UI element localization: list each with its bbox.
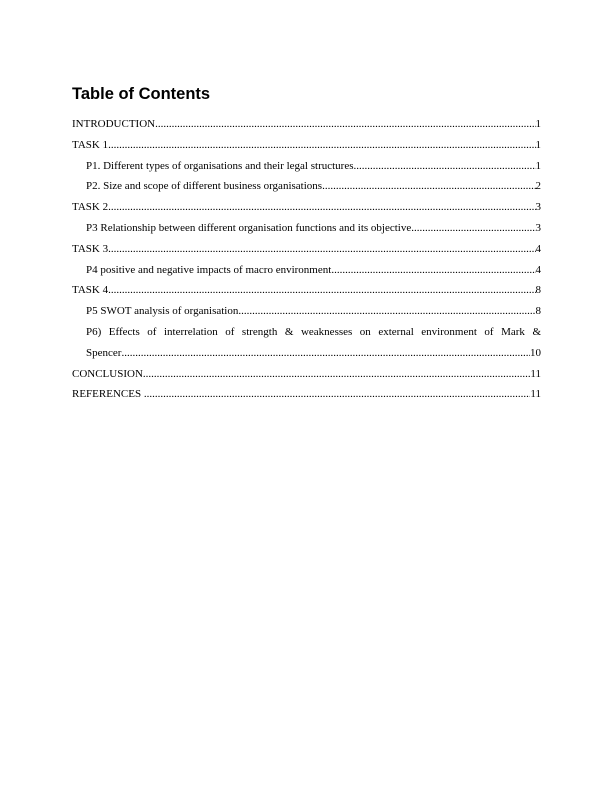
toc-entry-p3[interactable] [72, 218, 541, 239]
toc-entry-task-2[interactable] [72, 197, 541, 218]
toc-entry-label: Spencer [86, 346, 122, 359]
toc-entry-p6-line-2[interactable] [72, 343, 541, 364]
toc-entry-page: 4 [535, 263, 541, 276]
toc-leader-dots [143, 364, 531, 385]
toc-entry-task-4[interactable] [72, 280, 541, 301]
toc-leader-dots [411, 218, 535, 239]
toc-leader-dots [108, 239, 535, 260]
toc-entry-label: P3 Relationship between different organisation functions and its objective [86, 221, 412, 234]
toc-leader-dots [108, 197, 535, 218]
toc-entry-label: REFERENCES [72, 388, 144, 401]
toc-entry-label: CONCLUSION [72, 367, 143, 380]
toc-entry-label: TASK 2 [72, 201, 109, 214]
toc-entry-label: TASK 3 [72, 242, 109, 255]
toc-leader-dots [322, 176, 535, 197]
toc-entry-page: 1 [535, 159, 541, 172]
toc-entry-page: 2 [535, 180, 541, 193]
toc-entry-task-3[interactable] [72, 239, 541, 260]
toc-entry-introduction[interactable] [72, 114, 541, 135]
toc-entry-p2[interactable] [72, 176, 541, 197]
toc-entry-label: P4 positive and negative impacts of macro environment [86, 263, 332, 276]
toc-entry-label: INTRODUCTION [72, 118, 156, 130]
toc-entry-page: 11 [530, 367, 541, 380]
toc-entry-page: 8 [535, 305, 541, 318]
toc-entry-label: TASK 1 [72, 138, 109, 151]
toc-entry-label: P6) Effects of interrelation of strength & weaknesses on external environment of Mark & [86, 325, 541, 338]
toc-title: Table of Contents [72, 85, 211, 103]
toc-entry-page: 1 [535, 138, 541, 151]
toc-leader-dots [108, 280, 535, 301]
toc-entry-label: P5 SWOT analysis of organisation [86, 305, 239, 318]
toc-entry-p6-line-1[interactable] [72, 322, 541, 343]
toc-entry-label: P1. Different types of organisations and their legal structures [86, 159, 354, 172]
toc-leader-dots [155, 114, 535, 135]
toc-entry-page: 11 [530, 388, 541, 401]
toc-entry-p5[interactable] [72, 301, 541, 322]
toc-entry-page: 10 [530, 346, 541, 359]
toc-entry-conclusion[interactable] [72, 364, 541, 385]
toc-entry-label: P2. Size and scope of different business organisations [86, 180, 323, 193]
toc-entry-page: 4 [535, 242, 541, 255]
toc-leader-dots [144, 384, 531, 405]
toc-entry-page: 8 [535, 284, 541, 297]
toc-leader-dots [331, 260, 535, 281]
toc-list [72, 114, 541, 405]
toc-entry-label: TASK 4 [72, 284, 109, 297]
toc-entry-p4[interactable] [72, 260, 541, 281]
toc-entry-page: 1 [535, 118, 541, 130]
toc-entry-page: 3 [535, 201, 541, 214]
toc-leader-dots [108, 135, 535, 156]
toc-entry-references[interactable] [72, 384, 541, 405]
toc-leader-dots [238, 301, 535, 322]
toc-entry-page: 3 [535, 221, 541, 234]
toc-leader-dots [354, 156, 536, 177]
toc-entry-p1[interactable] [72, 156, 541, 177]
toc-leader-dots [121, 343, 530, 364]
toc-entry-task-1[interactable] [72, 135, 541, 156]
